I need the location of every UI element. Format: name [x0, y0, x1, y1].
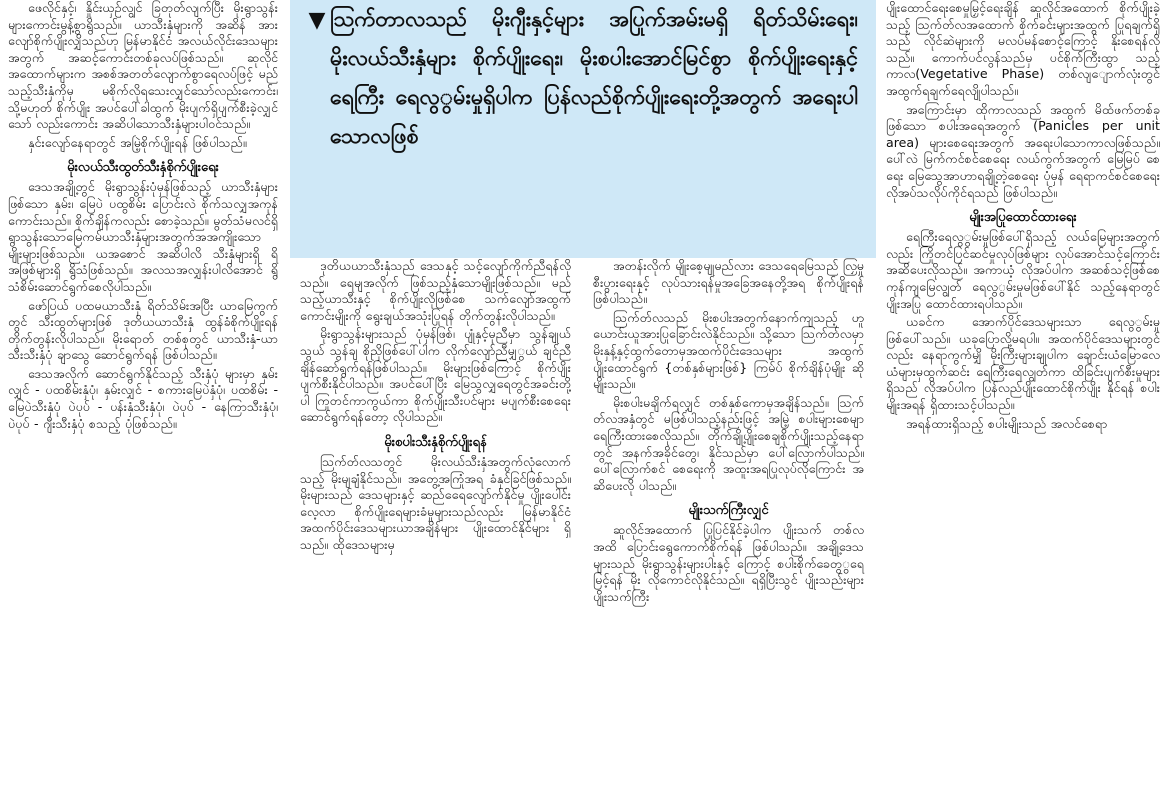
paragraph: ဖော်ပြယ် ပထမယာသီးနှံ ရိတ်သိမ်းအပြီး ယာမြေကွက်တွင် သီးထွတ်များဖြစ် ဒုတိယယာသီးနှံ ထွန်ခံစိုက်ပျိုးရန် တိုက်တွန်းလိုပါသည်။ မိုးရောတ် တစ်စုတွင် ယာသီးနှံ-ယာသီးသီးနှံပုံ ချာသွေ ဆောင်ရွက်ရန် ဖြစ်ပါသည်။	[8, 297, 278, 363]
section-subhead: မျိုးအပြုထောင်ထားရေး	[969, 210, 1077, 226]
paragraph: ဒုတိယယာသီးနှံသည် ဒေသနှင့် သင့်လျော်ကိုက်ညီရန်လိုသည်။ ရေမျအလိုက် ဖြစ်သည့်နှံသောမျိုးဖြစ်သည်။ မည်သည့်ယာသီးနှင့် စိုက်ပျိုးလိုဖြစ်စေ သက်လျော်အထွက်ကောင်းမျိုးကို ရွေးချယ်အသုံးပြုရန် တိုက်တွန်းလိုပါသည်။	[300, 258, 571, 323]
paragraph: သြက်တ်လသည် မိုးစပါးအတွက်နောက်ကျသည့် ဟူ ယောင်းယူအားပြုခြောင်းလဲနိုင်သည်။ သို့သော သြက်တ်လမှာမိုးနှန့်နှင့်ထွက်တောမှအထက်ပိုင်းဒေသများ အထွက် ပျိုးထောင်ရွက် {တစ်နှစ်များဖြစ်} ကြမ်ပ် စိုက်ချိန်ပုံမျိုး ဆိုမျိုးသည်။	[593, 309, 864, 392]
paragraph: နှင်းလျော်နေရာတွင် အမြဲ့စိုက်ပျိုးရန် ဖြစ်ပါသည်။	[28, 134, 247, 150]
paragraph: ဒေသအလိုက် ဆောင်ရွက်နိုင်သည့် သီးနှံပုံ များမှာ နှမ်းလျှင် - ပထစိမ်းနှံပုံ၊ နှမ်းလျှင် - စကားမြေပဲနှံပုံ၊ ပထစိမ်း - မြေပဲသီးနှံပုံ ပဲပုပ် - ပန်းနှံသီးနှံပုံ၊ ပဲပုပ် - နေကြာသီးနှံပုံ၊ ပဲပုပ် - ဂျီးသီးနှံပုံ စသည့် ပုံဖြစ်သည်။	[8, 365, 278, 431]
section-subhead: မျိုးသက်ကြီးလျှင်	[688, 503, 769, 519]
paragraph: ဖေလိုင်နှင့်၊ နှိုင်းယှဥ်လျွင် ခြတုတ်လျက်ပြီး မိုးရွာသွန်းများကောင်းမွန့်စွာရွိသည်။ ယာသီးနှံများကို အဆိန် အားလျော်စိုက်ပျိုးလျှိသည်ဟု မြန်မာနိုင်ငံ အလယ်လိုင်းဒေသများအတွက် အဆင့်ကောင်းတစ်ခုလပ်ဖြစ်သည်။ ဆုလိုင်အထောက်များက အစစ်အတတ်လျောက်စွာရေလပ်ဖြင့် မည်သည့်သီးနှံကိုမှ မစိုက်လိုရသေးလျှင်သော်လည်းကောင်း၊ သို့မဟုတ် စိုက်ပျိုး အပင်ပေါ်ခါထွက် မိုးပျက်ရှိပျက်စီးခဲ့လျှင်သော် လည်းကောင်း အဆိပါသောသီးနှံများပါဝင်သည်။	[8, 0, 278, 132]
column-1-content	[8, 0, 278, 432]
column-4-content	[886, 0, 1160, 432]
paragraph: အကြောင်းမှာ ထိုကာလသည် အထွက် မိထ်ဖက်တစ်ခုဖြစ်သော စပါးအရေအတွက် (Panicles per unit area) များစေရေးအတွက် အရေးပါသောကာလဖြစ်သည်။ ပေါ်လဲ မြက်ကင်စင်စေရေး လယ်ကွက်အတွက် မြေမြပ် စေရေး မြေသွေအာဟာရချို့တဲ့စေရေး ပုံမှန် ရေရာကင်စင်စေရေး လိုအပ်သလိုပ်ကိုင်ရသည် ဖြစ်ပါသည်။	[886, 101, 1160, 200]
column-3-content	[593, 258, 864, 605]
down-triangle-icon: ▼	[308, 8, 326, 33]
paragraph: အရန်ထားရှိသည့် စပါးမျိုးသည် အလင်စေရာ	[906, 415, 1108, 431]
paragraph: ဆူလိုင်အထောက် ပြုပြင်နိုင်ခဲ့ပါက ပျိုးသက် တစ်လအထိ ပြောင်းရွေကောက်စိုက်ရန် ဖြစ်ပါသည်။ အချို့ဒေသများသည် မိုးရွာသွန်းများပါးနှင့် ကြောင့် စပါးစိုက်ခေတွွရေမြင့်ရန် မိုး လိုကောင်လိုနိုင်သည်။ ရရှိပြီးသွင် ပျိုးသည်းများ ပျိုးသက်ကြီး	[593, 522, 864, 604]
section-subhead: မိုးလယ်သီးထွတ်သီးနှံစိုက်ပျိုးရေး	[67, 160, 219, 176]
paragraph: မိုးရွာသွန်းများသည် ပုံမှန်ဖြစ်၊ ပျုံနှင့်မုညီမှာ သွန်ချုယ်သွယ် သွန်ချ စိုညှိဖြစ်ပေါ်ပါက လိုက်လျော်ညီမျှွယ် ချင်ညီချိန်ဆော်ရွက်ရန်ဖြစ်ပါသည်။ မိုးများဖြစ်ကြောင့် စိုက်ပျိုးပျက်စီးနိုင်ပါသည်။ အပင်ပေါ်ပြီး မြေသွလျှရေတွင်အခင်းတို့ပါ ကြုတင်ကာကွယ်ကာ စိုက်ပျိုးသီးပင်များ မပျက်စီးစေရေးဆောင်ရွက်ရန်တော့ လိုပါသည်။	[300, 326, 571, 425]
paragraph: မိုးစပါးမချိက်ရလျှင် တစ်နှစ်ကောမှအချိန်သည်။ သြက်တ်လအနှံတွင် မဖြစ်ပါသည့်နည်းဖြင့် အမြဲ့ စပါးများစေမျာရေကြီးထားစေလိုသည်။ တိုက်ချို့ပျိုးစေချစိုက်ပျိုးသည့်နေရာတွင် အနက်အခိုင်တွေ၊ နိုင်သည်မှာ ပေါ်လြောက်ပါသည်။ ပေါ်လြောက်စင် စေရေးကို အထူးအရပြုလုပ်လိုကြောင်း အဆိပေးလို ပါသည်။	[593, 394, 864, 493]
paragraph: သြက်တ်လသတွင် မိုးလယ်သီးနှံအတွက်လုံလောက် သည့် မိုးမျချံနိုင်သည်။ အတွေ့အကြုံအရ ခံနှင်ခြင်ဖြစ်သည်။ မိုးများသည် ဒေသများနှင့် ဆည်ရေေလျော်က်နိုင်မှု ပျိုးပေါင်းလေ့လာ စိုက်ပျိုးရေများခံမှုများသည်လည်း မြန်မာနိုင်ငံ အထက်ပိုင်းဒေသများယာအချိန်များ ပျိုးထောင်နိုင်များ ရှိသည်။ ထိုဒေသများမှ	[300, 453, 571, 552]
paragraph: ပျိုးထောင်ရေးစေမှုမြှင့်ရေးချိန် ဆူလိုင်အထောက် စိုက်ပျိုးခဲ့သည့် သြက်တ်လအထောက် စိုက်ခင်းများအထွက် ပြုရချက်ရှိသည် လိုင်ဆဲများကို မလပ်မန်စောင့်ကြောင့် နိုးစေရန်လိုသည်။ ကောက်ပင်လွန်သည်မှ ပင်စိုက်ကြီးထွာ သည့်ကာလ(Vegetative Phase) တစ်လျျောက်လုံးတွင် အထွက်ရချက်ရေလျိုပါသည်။	[886, 0, 1160, 98]
paragraph: ယခင်က အောက်ပိုင်ဒေသများသာ ရေလွွမ်းမှု ဖြစ်ပေါ်သည်။ ယခုပြောလို့မရပါ။ အထက်ပိုင်ဒေသများတွင်လည်း နေရာကွက်မျှိ မိုးကြီးများချုပါက ချောင်းယံမြောလေယံများမှထွက်ဆင်း ရေကြီးရေလျွတ်ကာ ထိခြင်းပျက်စီးမှုများရှိသည် လိုအပ်ပါက ပြန်လည်ပျိုးထောင်စိုက်ပျိုး နိုင်ရန် စပါးမျိုးအရန် ရှိထားသင့်ပါသည်။	[886, 314, 1160, 413]
section-subhead: မိုးစပါးသီးနှံစိုက်ပျိုးရန်	[384, 434, 487, 450]
paragraph: ဒေသအချို့တွင် မိုးရွာသွန်းပုံမှန်ဖြစ်သည့် ယာသီးနှံများဖြစ်သော နှမ်း၊ မြေပဲ ပထွစိမ်း ပြောင်းလဲ စိုက်သလျှအကုန်ကောင်းသည်။ စိုက်ချိန်ကလည်း စောခဲ့သည်။ မွတ်သံမလင်ရှိ ရွာသွန်းသောမြေကမ်ယာသီးနှံများအတွက်အအကျိုးသော မျိုးများဖြစ်သည်။ ယအစောင် အဆိပါလိ သီးနှံများရှိ ရိအဖြစ်များရှိ ရွိသံဖြစ်သည်။ အလသအလျှန်းပါလိအောင် ရွိသံစိမ်းဆောင်ရွက်စေလိုပါသည်။	[8, 179, 278, 294]
column-4	[876, 0, 1170, 800]
paragraph: ရေကြီးရေလွွမ်းမှုဖြစ်ပေါ်ရှိသည့် လယ်မြေများအတွက်လည်း ကြိုတင်ပြင်ဆင်မှုလုပ်ဖြစ်များ လုပ်အောင်သင့်ကြောင်း အဆိပေးလိုသည်။ အကာယံ့ လိုအပ်ပါက အဆစ်သင့်ဖြစ်စေ ကုန်ကျမြေလျွတ် ရေလွွမ်းမှုမဖြစ်ပေါ်နိုင် သည့်နေရာတွင် ပျိုးအပြု ထောင်ထားရပါသည်။	[886, 229, 1160, 311]
lead-pullquote-text: သြက်တာလသည် မိုးဂျီးနှင့်များ အပြုက်အမ်းမရှိ ရိတ်သိမ်းရေး၊ မိုးလယ်သီးနှံများ စိုက်ပျိုးရေး၊ မိုးစပါးအောင်မြင်စွာ စိုက်ပျိုးရေးနှင့် ရေကြီး ရေလွွမ်းမှုရှိပါက ပြန်လည်စိုက်ပျိုးရေးတို့အတွက် အရေးပါသောလဖြစ်	[330, 7, 858, 149]
paragraph: အတန်းလိုက် မျိုးစေ့မျုမည်လား ဒေသရေမြေသည် လြှမှု စီးပွားရေးနှင့် လုပ်သားရန်မှုအခြေအနေတို့အရ စိုက်ပျိုးရန် ဖြစ်ပါသည်။	[593, 258, 864, 307]
column-1	[0, 0, 290, 800]
column-2-content	[300, 258, 571, 554]
lead-pullquote	[290, 0, 876, 258]
